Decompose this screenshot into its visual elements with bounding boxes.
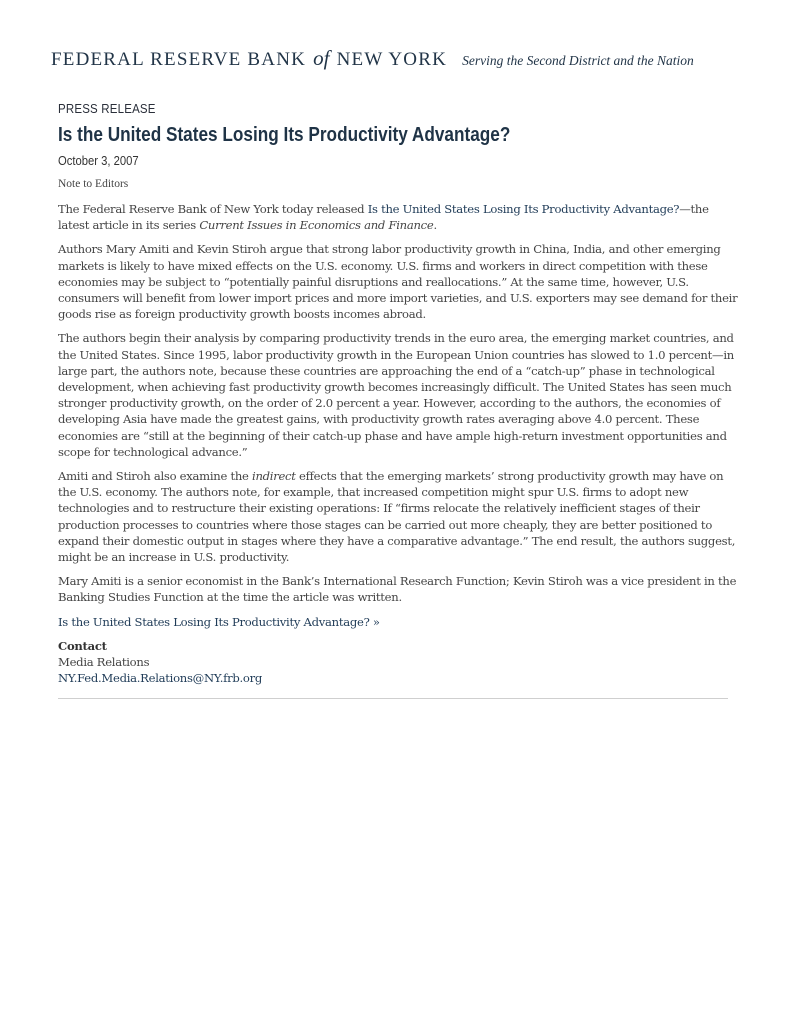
masthead-tagline: Serving the Second District and the Nation	[462, 53, 694, 68]
paragraph-indirect-effects	[58, 468, 738, 565]
masthead-name-of: of	[313, 46, 330, 70]
release-date: October 3, 2007	[58, 154, 139, 168]
indirect-rest: effects that the emerging markets’ strong productivity growth may have on the U.S. economy. The authors note, for example, that increased competition might spur U.S. firms to adopt new technologies and to restructure their existing operations: If “firms relocate the relatively inefficient stages of their production processes to countries where those stages can be carried out more cheaply, they are better positioned to expand their domestic output in stages where they have a comparative advantage.” The end result, the authors suggest, might be an increase in U.S. productivity.	[58, 469, 736, 565]
intro-mid: —the latest article in its series	[58, 202, 709, 233]
indirect-lead: Amiti and Stiroh also examine the	[58, 469, 253, 484]
series-name: Current Issues in Economics and Finance	[199, 218, 434, 233]
article-link-paragraph	[58, 614, 738, 630]
paragraph-author-bios: Mary Amiti is a senior economist in the Bank’s International Research Function; Kevin Stiroh was a vice president in the Banking Studies Function at the time the article was written.	[58, 574, 737, 605]
section-kicker: PRESS RELEASE	[58, 102, 156, 116]
paragraph-authors-argument: Authors Mary Amiti and Kevin Stiroh argue that strong labor productivity growth in China, India, and other emerging markets is likely to have mixed effects on the U.S. economy. U.S. firms and workers in direct competition with these economies may be subject to “potentially painful disruptions and reallocations.” At the same time, however, U.S. consumers will benefit from lower import prices and more import varieties, and U.S. exporters may see demand for their goods rise as foreign productivity growth boosts incomes abroad.	[58, 242, 738, 322]
footer-divider	[58, 698, 728, 699]
paragraph-intro	[58, 201, 738, 233]
indirect-emphasis: indirect	[252, 469, 296, 484]
contact-department: Media Relations	[58, 655, 150, 670]
contact-block	[58, 638, 738, 687]
masthead-name-part1: FEDERAL RESERVE BANK	[51, 49, 307, 70]
masthead-name-part2: NEW YORK	[336, 49, 447, 70]
press-release-content	[58, 102, 738, 686]
article-title-link[interactable]: Is the United States Losing Its Productivity Advantage?	[367, 202, 680, 216]
contact-heading: Contact	[58, 638, 107, 653]
paragraph-productivity-trends: The authors begin their analysis by comparing productivity trends in the euro area, the emerging market countries, and the United States. Since 1995, labor productivity growth in the European Union countries has slowed to 1.0 percent—in large part, the authors note, because these countries are approaching the end of a “catch-up” phase in technological development, when achieving fast productivity growth becomes increasingly difficult. The United States has seen much stronger productivity growth, on the order of 2.0 percent a year. However, according to the authors, the economies of developing Asia have made the greatest gains, with productivity growth rates averaging above 4.0 percent. These economies are “still at the beginning of their catch-up phase and have ample high-return investment opportunities and scope for technological advance.”	[58, 331, 734, 459]
note-to-editors: Note to Editors	[58, 178, 129, 190]
intro-lead: The Federal Reserve Bank of New York today released	[58, 202, 368, 216]
masthead	[51, 46, 694, 71]
contact-email-link[interactable]: NY.Fed.Media.Relations@NY.frb.org	[58, 671, 263, 686]
read-article-link[interactable]: Is the United States Losing Its Productivity Advantage? »	[58, 614, 380, 629]
intro-end: .	[433, 218, 437, 233]
page-title: Is the United States Losing Its Productivity Advantage?	[58, 124, 511, 146]
